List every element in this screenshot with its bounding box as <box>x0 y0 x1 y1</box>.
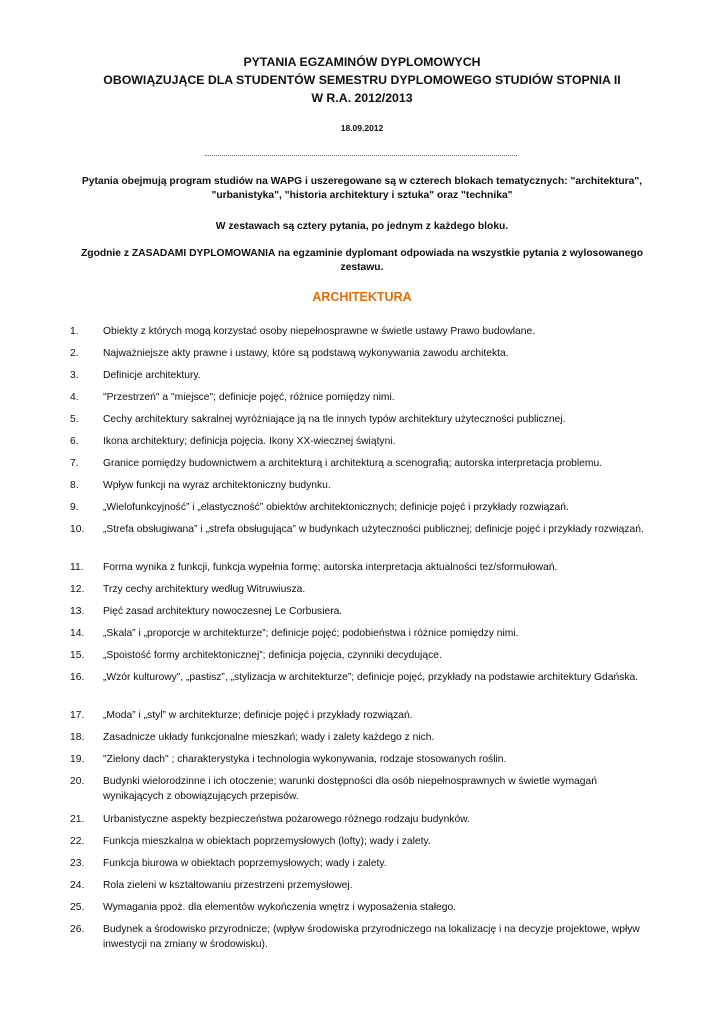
intro-paragraph-rules: Zgodnie z ZASADAMI DYPLOMOWANIA na egzaminie dyplomant odpowiada na wszystkie pytania z wylosowanego zestawu. <box>80 248 643 273</box>
document-date: 18.09.2012 <box>340 123 384 133</box>
question-number: 15. <box>70 650 85 661</box>
question-text: Zasadnicze układy funkcjonalne mieszkań; wady i zalety każdego z nich. <box>103 732 435 743</box>
question-text: Funkcja mieszkalna w obiektach poprzemysłowych (lofty); wady i zalety. <box>103 836 431 847</box>
question-text: Wpływ funkcji na wyraz architektoniczny budynku. <box>103 480 331 491</box>
question-number: 9. <box>70 502 79 513</box>
question-number: 24. <box>70 880 85 891</box>
title-line-2: OBOWIĄZUJĄCE DLA STUDENTÓW SEMESTRU DYPLOMOWEGO STUDIÓW STOPNIA II <box>103 73 621 87</box>
question-text: Budynki wielorodzinne i ich otoczenie; warunki dostępności dla osób niepełnosprawnych w świetle wymagań wynikających z obowiązujących przepisów. <box>103 776 597 802</box>
question-text: „Wzór kulturowy”, „pastisz”, „stylizacja w architekturze”; definicje pojęć, przykłady na podstawie architektury Gdańska. <box>103 672 639 683</box>
question-text: Pięć zasad architektury nowoczesnej Le Corbusiera. <box>103 606 343 617</box>
intro-paragraph-questions: W zestawach są cztery pytania, po jednym z każdego bloku. <box>215 221 509 232</box>
question-text: "Zielony dach" ; charakterystyka i technologia wykonywania, rodzaje stosowanych roślin. <box>103 754 507 765</box>
question-text: Funkcja biurowa w obiektach poprzemysłowych; wady i zalety. <box>103 858 387 869</box>
question-number: 5. <box>70 414 79 425</box>
question-text: Forma wynika z funkcji, funkcja wypełnia formę; autorska interpretacja aktualności tez/sformułowań. <box>103 562 558 573</box>
question-text: Budynek a środowisko przyrodnicze; (wpływ środowiska przyrodniczego na lokalizację i na decyzje projektowe, wpływ inwestycji na zmiany w środowisku). <box>103 924 640 950</box>
question-text: Ikona architektury; definicja pojęcia. Ikony XX-wiecznej świątyni. <box>103 436 396 447</box>
question-text: "Przestrzeń" a "miejsce"; definicje pojęć, różnice pomiędzy nimi. <box>103 392 395 403</box>
title-line-3: W R.A. 2012/2013 <box>311 91 413 105</box>
question-number: 20. <box>70 776 85 787</box>
question-number: 4. <box>70 392 79 403</box>
question-text: Granice pomiędzy budownictwem a architekturą i architekturą a scenografią; autorska interpretacja problemu. <box>103 458 603 469</box>
question-text: Najważniejsze akty prawne i ustawy, które są podstawą wykonywania zawodu architekta. <box>103 348 509 359</box>
question-number: 17. <box>70 710 85 721</box>
document-title <box>0 53 724 107</box>
question-number: 12. <box>70 584 85 595</box>
title-line-1: PYTANIA EGZAMINÓW DYPLOMOWYCH <box>243 55 481 69</box>
question-text: „Strefa obsługiwana” i „strefa obsługująca” w budynkach użyteczności publicznej; definicje pojęć i przykłady rozwiązań. <box>103 524 644 535</box>
question-number: 10. <box>70 524 85 535</box>
question-number: 2. <box>70 348 79 359</box>
question-text: „Spoistość formy architektonicznej”; definicja pojęcia, czynniki decydujące. <box>103 650 442 661</box>
question-number: 26. <box>70 924 85 935</box>
question-number: 18. <box>70 732 85 743</box>
intro-paragraph-blocks: Pytania obejmują program studiów na WAPG i uszeregowane są w czterech blokach tematycznych: "architektura", "urbanistyka", "historia architektury i sztuka" oraz "technika" <box>81 176 643 201</box>
dotted-divider <box>205 155 517 156</box>
question-number: 22. <box>70 836 85 847</box>
question-number: 6. <box>70 436 79 447</box>
section-title: ARCHITEKTURA <box>312 290 412 304</box>
question-number: 7. <box>70 458 79 469</box>
question-number: 25. <box>70 902 85 913</box>
question-number: 8. <box>70 480 79 491</box>
question-number: 14. <box>70 628 85 639</box>
question-number: 1. <box>70 326 79 337</box>
question-text: Urbanistyczne aspekty bezpieczeństwa pożarowego różnego rodzaju budynków. <box>103 814 470 825</box>
question-number: 19. <box>70 754 85 765</box>
question-number: 21. <box>70 814 85 825</box>
question-text: Wymagania ppoż. dla elementów wykończenia wnętrz i wyposażenia stałego. <box>103 902 457 913</box>
question-text: „Wielofunkcyjność” i „elastyczność” obiektów architektonicznych; definicje pojęć i przykłady rozwiązań. <box>103 502 569 513</box>
question-number: 23. <box>70 858 85 869</box>
question-text: Rola zieleni w kształtowaniu przestrzeni przemysłowej. <box>103 880 353 891</box>
question-text: Trzy cechy architektury według Witruwiusza. <box>103 584 306 595</box>
question-text: Cechy architektury sakralnej wyróżniające ją na tle innych typów architektury użyteczności publicznej. <box>103 414 566 425</box>
question-text: Definicje architektury. <box>103 370 201 381</box>
question-text: „Moda” i „styl” w architekturze; definicje pojęć i przykłady rozwiązań. <box>103 710 413 721</box>
question-number: 13. <box>70 606 85 617</box>
question-number: 3. <box>70 370 79 381</box>
question-number: 16. <box>70 672 85 683</box>
question-number: 11. <box>70 562 84 573</box>
question-text: Obiekty z których mogą korzystać osoby niepełnosprawne w świetle ustawy Prawo budowlane. <box>103 326 536 337</box>
question-text: „Skala” i „proporcje w architekturze”; definicje pojęć; podobieństwa i różnice pomiędzy nimi. <box>103 628 519 639</box>
